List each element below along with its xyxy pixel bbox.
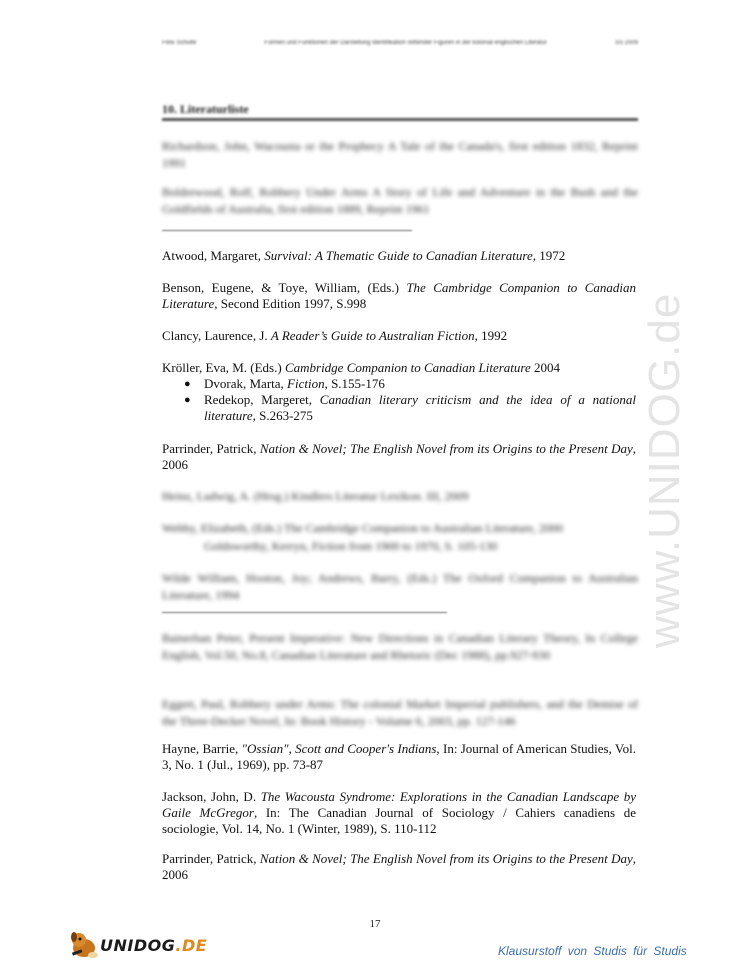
unidog-logo: [66, 926, 208, 962]
running-header: [162, 40, 638, 54]
header-author: Felix Schulte: [162, 40, 197, 46]
bibliography-entry: Hayne, Barrie, "Ossian", Scott and Cooper's Indians, In: Journal of American Studies, Vol. 3, No. 1 (Jul., 1969), pp. 73-87: [162, 741, 636, 772]
section-title: 10. Literaturliste: [162, 102, 249, 116]
bibliography-entry: Benson, Eugene, & Toye, William, (Eds.) The Cambridge Companion to Canadian Literature, Second Edition 1997, S.998: [162, 280, 636, 311]
sub-entry: ● Redekop, Margeret, Canadian literary criticism and the idea of a national literature, S.263-275: [184, 392, 636, 423]
watermark: www.UNIDOG.de: [640, 292, 689, 648]
bibliography-entry: Kröller, Eva, M. (Eds.) Cambridge Companion to Canadian Literature 2004 ● Dvorak, Marta, Fiction, S.155-176 ● Redekop, Margeret, Canadian literary criticism and the idea of a national literature, S.263-275: [162, 360, 636, 423]
blurred-entry: Eggert, Paul, Robbery under Arms: The colonial Market Imperial publishers, and the Demise of the Three-Decker Novel, In: Book History - Volume 6, 2003, pp. 127-146: [162, 697, 638, 728]
bibliography-entry: Jackson, John, D. The Wacousta Syndrome: Explorations in the Canadian Landscape by Gaile McGregor, In: The Canadian Journal of Sociology / Cahiers canadiens de sociologie, Vol. 14, No. 1 (Winter, 1989), S. 110-112: [162, 789, 637, 836]
title-rule: [162, 118, 638, 121]
bullet-icon: ●: [184, 394, 191, 406]
dog-mascot-icon: [66, 926, 102, 962]
footer-tagline: Klausurstoff von Studis für Studis: [498, 944, 687, 958]
blurred-entry: Goldsworthy, Kerryn, Fiction from 1900 to 1970, S. 105-130: [204, 539, 498, 553]
blurred-entry: Richardson, John, Wacousta or the Prophecy A Tale of the Canada's, first edition 1832, Reprint 1991: [162, 139, 638, 170]
bibliography-entry: Atwood, Margaret, Survival: A Thematic Guide to Canadian Literature, 1972: [162, 248, 566, 263]
logo-text: UNIDOG.DE: [100, 936, 208, 955]
bibliography-entry: Parrinder, Patrick, Nation & Novel; The English Novel from its Origins to the Present Day, 2006: [162, 441, 636, 472]
blurred-entry: Webby, Elizabeth, (Eds.) The Cambridge Companion to Australian Literature, 2000: [162, 521, 563, 535]
separator-rule: [162, 230, 412, 231]
bullet-icon: ●: [184, 378, 191, 390]
blurred-entry: Heinz, Ludwig, A. (Hrsg.) Kindlers Literatur Lexikon. III, 2009: [162, 489, 469, 503]
sub-entry: ● Dvorak, Marta, Fiction, S.155-176: [184, 376, 385, 391]
blurred-entry: Wilde William, Hooton, Joy; Andrews, Barry, (Eds.) The Oxford Companion to Australian Literature, 1994: [162, 571, 638, 602]
bibliography-entry: Parrinder, Patrick, Nation & Novel; The English Novel from its Origins to the Present Day, 2006: [162, 851, 636, 882]
header-term: SS 2009: [614, 40, 638, 46]
blurred-entry: Boldrewood, Rolf, Robbery Under Arms A Story of Life and Adventure in the Bush and the Goldfields of Australia, first edition 1889, Reprint 1961: [162, 185, 638, 216]
header-title: Formen und Funktionen der Darstellung Identifikation stiftender Figuren in der kolonial englischen Literatur: [264, 40, 547, 46]
separator-rule: [162, 612, 447, 613]
page-number: 17: [369, 918, 381, 930]
bibliography-entry: Clancy, Laurence, J. A Reader’s Guide to Australian Fiction, 1992: [162, 328, 508, 343]
blurred-entry: Bainerban Peter, Present Imperative: New Directions in Canadian Literary Theory, In College English, Vol.50, No.8, Canadian Literature and Rhetoric (Dec 1988), pp.927-930: [162, 631, 638, 662]
sub-entry-list: [162, 376, 636, 424]
